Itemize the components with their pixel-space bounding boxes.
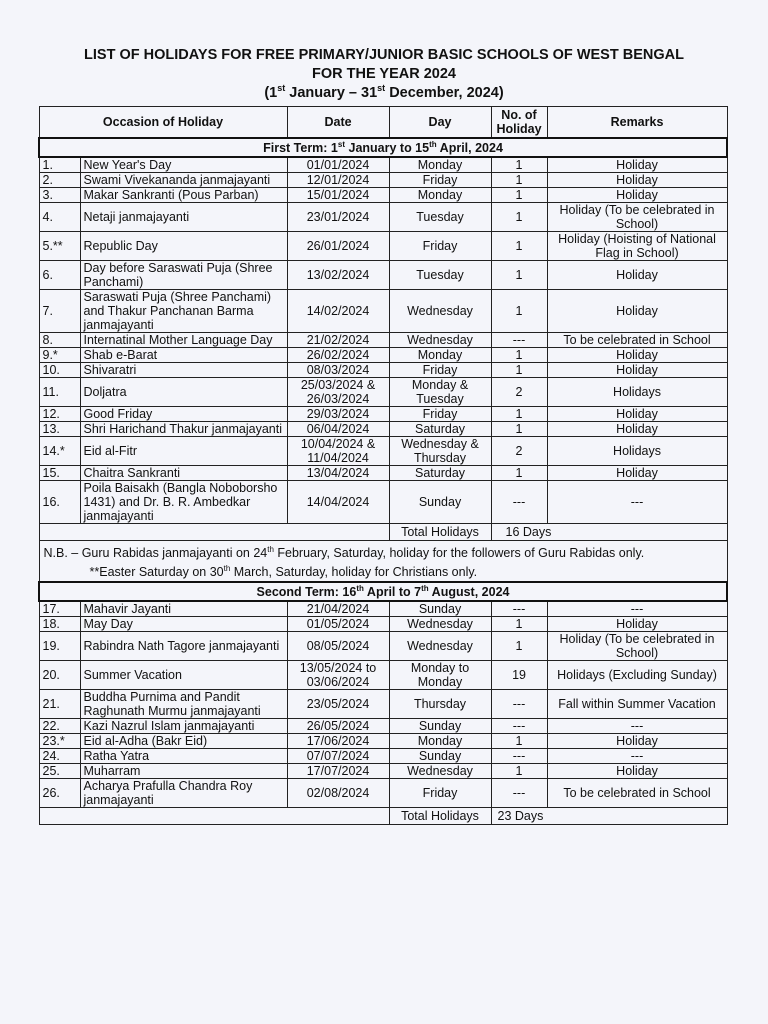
notes-row xyxy=(39,541,727,583)
holiday-row xyxy=(39,157,727,173)
document-heading xyxy=(0,46,768,103)
holiday-day: Tuesday xyxy=(389,261,491,290)
holiday-day: Wednesday xyxy=(389,764,491,779)
first-term-header: First Term: 1st January to 15th April, 2024 xyxy=(39,138,727,157)
holiday-number: 20. xyxy=(39,661,80,690)
holiday-remarks: Holiday xyxy=(547,363,727,378)
holiday-day: Saturday xyxy=(389,422,491,437)
holiday-number: 9.* xyxy=(39,348,80,363)
holiday-remarks: Holiday xyxy=(547,188,727,203)
holiday-number: 10. xyxy=(39,363,80,378)
note-line-1: N.B. – Guru Rabidas janmajayanti on 24th February, Saturday, holiday for the followers of Guru Rabidas only. xyxy=(43,545,645,561)
holiday-count: 1 xyxy=(491,764,547,779)
holiday-row xyxy=(39,290,727,333)
holiday-row xyxy=(39,466,727,481)
holiday-number: 15. xyxy=(39,466,80,481)
holiday-date: 15/01/2024 xyxy=(287,188,389,203)
holiday-remarks: Holiday xyxy=(547,348,727,363)
holiday-number: 19. xyxy=(39,632,80,661)
holiday-row xyxy=(39,661,727,690)
holiday-number: 13. xyxy=(39,422,80,437)
holiday-count: 1 xyxy=(491,734,547,749)
holiday-day: Sunday xyxy=(389,601,491,617)
first-term-total-label: Total Holidays xyxy=(389,524,491,541)
holiday-count: --- xyxy=(491,481,547,524)
holiday-date: 08/03/2024 xyxy=(287,363,389,378)
holiday-number: 24. xyxy=(39,749,80,764)
holiday-count: 1 xyxy=(491,203,547,232)
holiday-day: Wednesday xyxy=(389,290,491,333)
holiday-number: 18. xyxy=(39,617,80,632)
col-header-remarks: Remarks xyxy=(547,107,727,139)
holiday-count: 1 xyxy=(491,173,547,188)
holiday-date: 23/01/2024 xyxy=(287,203,389,232)
holiday-count: 1 xyxy=(491,422,547,437)
holiday-remarks: To be celebrated in School xyxy=(547,779,727,808)
col-header-date: Date xyxy=(287,107,389,139)
first-term-total-row xyxy=(39,524,727,541)
holiday-remarks: Holidays xyxy=(547,378,727,407)
holiday-count: 1 xyxy=(491,188,547,203)
holiday-occasion: Kazi Nazrul Islam janmajayanti xyxy=(80,719,287,734)
holiday-occasion: Mahavir Jayanti xyxy=(80,601,287,617)
holiday-occasion: Ratha Yatra xyxy=(80,749,287,764)
col-header-day: Day xyxy=(389,107,491,139)
holiday-day: Friday xyxy=(389,363,491,378)
holiday-occasion: Muharram xyxy=(80,764,287,779)
holiday-occasion: Shri Harichand Thakur janmajayanti xyxy=(80,422,287,437)
holiday-number: 23.* xyxy=(39,734,80,749)
holiday-remarks: --- xyxy=(547,719,727,734)
holiday-row xyxy=(39,437,727,466)
holiday-day: Monday to Monday xyxy=(389,661,491,690)
holiday-count: 1 xyxy=(491,290,547,333)
holiday-remarks: Holiday xyxy=(547,734,727,749)
holiday-row xyxy=(39,719,727,734)
holiday-remarks: Holidays (Excluding Sunday) xyxy=(547,661,727,690)
holiday-count: 1 xyxy=(491,632,547,661)
holiday-occasion: Doljatra xyxy=(80,378,287,407)
note-line-2: **Easter Saturday on 30th March, Saturday, holiday for Christians only. xyxy=(89,564,478,580)
holiday-count: 1 xyxy=(491,363,547,378)
heading-line-3: (1st January – 31st December, 2024) xyxy=(264,83,504,101)
holiday-row xyxy=(39,348,727,363)
holiday-occasion: Swami Vivekananda janmajayanti xyxy=(80,173,287,188)
holiday-remarks: Holiday xyxy=(547,764,727,779)
heading-line-2: FOR THE YEAR 2024 xyxy=(312,66,456,82)
holiday-date: 14/02/2024 xyxy=(287,290,389,333)
holiday-number: 7. xyxy=(39,290,80,333)
holiday-remarks: Holiday (Hoisting of National Flag in School) xyxy=(547,232,727,261)
holiday-row xyxy=(39,481,727,524)
holiday-row xyxy=(39,422,727,437)
holiday-occasion: Buddha Purnima and Pandit Raghunath Murmu janmajayanti xyxy=(80,690,287,719)
table-header-row xyxy=(39,107,727,139)
holiday-occasion: Poila Baisakh (Bangla Noboborsho 1431) and Dr. B. R. Ambedkar janmajayanti xyxy=(80,481,287,524)
holiday-remarks: Holiday xyxy=(547,290,727,333)
holiday-occasion: May Day xyxy=(80,617,287,632)
holiday-day: Monday xyxy=(389,157,491,173)
holiday-count: 1 xyxy=(491,617,547,632)
holiday-number: 4. xyxy=(39,203,80,232)
holiday-count: --- xyxy=(491,719,547,734)
holiday-count: 1 xyxy=(491,157,547,173)
holiday-number: 6. xyxy=(39,261,80,290)
holiday-row xyxy=(39,690,727,719)
holiday-day: Wednesday & Thursday xyxy=(389,437,491,466)
holiday-date: 26/05/2024 xyxy=(287,719,389,734)
holiday-date: 01/05/2024 xyxy=(287,617,389,632)
holiday-occasion: Shivaratri xyxy=(80,363,287,378)
holiday-day: Friday xyxy=(389,173,491,188)
holiday-occasion: Republic Day xyxy=(80,232,287,261)
holiday-day: Friday xyxy=(389,407,491,422)
holiday-occasion: Shab e-Barat xyxy=(80,348,287,363)
holiday-number: 22. xyxy=(39,719,80,734)
holiday-occasion: Internatinal Mother Language Day xyxy=(80,333,287,348)
holiday-table xyxy=(38,106,728,825)
holiday-occasion: Saraswati Puja (Shree Panchami) and Thakur Panchanan Barma janmajayanti xyxy=(80,290,287,333)
holiday-date: 13/04/2024 xyxy=(287,466,389,481)
holiday-remarks: Holiday xyxy=(547,157,727,173)
holiday-row xyxy=(39,617,727,632)
holiday-day: Friday xyxy=(389,779,491,808)
holiday-date: 21/02/2024 xyxy=(287,333,389,348)
holiday-day: Thursday xyxy=(389,690,491,719)
holiday-remarks: Holiday xyxy=(547,261,727,290)
holiday-count: 2 xyxy=(491,437,547,466)
holiday-row xyxy=(39,749,727,764)
holiday-number: 1. xyxy=(39,157,80,173)
holiday-day: Friday xyxy=(389,232,491,261)
holiday-date: 10/04/2024 & 11/04/2024 xyxy=(287,437,389,466)
holiday-day: Wednesday xyxy=(389,333,491,348)
holiday-row xyxy=(39,779,727,808)
holiday-day: Monday xyxy=(389,348,491,363)
holiday-date: 13/02/2024 xyxy=(287,261,389,290)
holiday-occasion: Eid al-Fitr xyxy=(80,437,287,466)
holiday-remarks: --- xyxy=(547,601,727,617)
holiday-number: 14.* xyxy=(39,437,80,466)
holiday-day: Monday xyxy=(389,188,491,203)
holiday-date: 26/02/2024 xyxy=(287,348,389,363)
holiday-occasion: Makar Sankranti (Pous Parban) xyxy=(80,188,287,203)
holiday-row xyxy=(39,407,727,422)
holiday-number: 25. xyxy=(39,764,80,779)
holiday-remarks: Holiday (To be celebrated in School) xyxy=(547,632,727,661)
holiday-occasion: Netaji janmajayanti xyxy=(80,203,287,232)
holiday-row xyxy=(39,378,727,407)
holiday-day: Sunday xyxy=(389,481,491,524)
holiday-number: 3. xyxy=(39,188,80,203)
second-term-total-value: 23 Days xyxy=(491,808,727,825)
holiday-date: 17/07/2024 xyxy=(287,764,389,779)
holiday-row xyxy=(39,261,727,290)
holiday-number: 2. xyxy=(39,173,80,188)
holiday-day: Monday xyxy=(389,734,491,749)
col-header-occasion: Occasion of Holiday xyxy=(39,107,287,139)
holiday-date: 21/04/2024 xyxy=(287,601,389,617)
holiday-day: Monday & Tuesday xyxy=(389,378,491,407)
holiday-date: 23/05/2024 xyxy=(287,690,389,719)
holiday-date: 29/03/2024 xyxy=(287,407,389,422)
holiday-remarks: Holiday xyxy=(547,407,727,422)
second-term-total-row xyxy=(39,808,727,825)
holiday-count: 1 xyxy=(491,232,547,261)
second-term-total-label: Total Holidays xyxy=(389,808,491,825)
holiday-occasion: Summer Vacation xyxy=(80,661,287,690)
holiday-date: 26/01/2024 xyxy=(287,232,389,261)
holiday-occasion: Rabindra Nath Tagore janmajayanti xyxy=(80,632,287,661)
holiday-count: 2 xyxy=(491,378,547,407)
holiday-count: --- xyxy=(491,690,547,719)
holiday-day: Sunday xyxy=(389,719,491,734)
holiday-count: 1 xyxy=(491,466,547,481)
holiday-number: 21. xyxy=(39,690,80,719)
holiday-remarks: --- xyxy=(547,749,727,764)
holiday-number: 12. xyxy=(39,407,80,422)
holiday-date: 06/04/2024 xyxy=(287,422,389,437)
holiday-number: 8. xyxy=(39,333,80,348)
holiday-remarks: Holiday xyxy=(547,617,727,632)
holiday-row xyxy=(39,188,727,203)
holiday-occasion: Good Friday xyxy=(80,407,287,422)
first-term-total-value: 16 Days xyxy=(491,524,727,541)
holiday-day: Sunday xyxy=(389,749,491,764)
holiday-date: 12/01/2024 xyxy=(287,173,389,188)
holiday-remarks: To be celebrated in School xyxy=(547,333,727,348)
holiday-count: 1 xyxy=(491,261,547,290)
second-term-header: Second Term: 16th April to 7th August, 2024 xyxy=(39,582,727,601)
holiday-date: 25/03/2024 & 26/03/2024 xyxy=(287,378,389,407)
holiday-date: 02/08/2024 xyxy=(287,779,389,808)
holiday-row xyxy=(39,173,727,188)
holiday-count: --- xyxy=(491,779,547,808)
holiday-remarks: --- xyxy=(547,481,727,524)
holiday-number: 16. xyxy=(39,481,80,524)
holiday-row xyxy=(39,632,727,661)
holiday-remarks: Holidays xyxy=(547,437,727,466)
holiday-day: Wednesday xyxy=(389,632,491,661)
holiday-occasion: Acharya Prafulla Chandra Roy janmajayanti xyxy=(80,779,287,808)
holiday-remarks: Fall within Summer Vacation xyxy=(547,690,727,719)
holiday-date: 07/07/2024 xyxy=(287,749,389,764)
holiday-count: 1 xyxy=(491,348,547,363)
holiday-date: 13/05/2024 to 03/06/2024 xyxy=(287,661,389,690)
holiday-remarks: Holiday xyxy=(547,422,727,437)
holiday-date: 08/05/2024 xyxy=(287,632,389,661)
holiday-remarks: Holiday (To be celebrated in School) xyxy=(547,203,727,232)
holiday-row xyxy=(39,333,727,348)
heading-line-1: LIST OF HOLIDAYS FOR FREE PRIMARY/JUNIOR BASIC SCHOOLS OF WEST BENGAL xyxy=(84,47,684,63)
holiday-date: 14/04/2024 xyxy=(287,481,389,524)
holiday-occasion: New Year's Day xyxy=(80,157,287,173)
holiday-count: --- xyxy=(491,601,547,617)
holiday-row xyxy=(39,764,727,779)
holiday-count: 19 xyxy=(491,661,547,690)
holiday-remarks: Holiday xyxy=(547,466,727,481)
holiday-row xyxy=(39,363,727,378)
holiday-occasion: Eid al-Adha (Bakr Eid) xyxy=(80,734,287,749)
holiday-date: 17/06/2024 xyxy=(287,734,389,749)
holiday-remarks: Holiday xyxy=(547,173,727,188)
holiday-row xyxy=(39,601,727,617)
holiday-count: 1 xyxy=(491,407,547,422)
holiday-day: Saturday xyxy=(389,466,491,481)
holiday-row xyxy=(39,734,727,749)
holiday-count: --- xyxy=(491,333,547,348)
holiday-row xyxy=(39,232,727,261)
holiday-occasion: Chaitra Sankranti xyxy=(80,466,287,481)
col-header-count: No. of Holiday xyxy=(491,107,547,139)
holiday-number: 26. xyxy=(39,779,80,808)
holiday-day: Tuesday xyxy=(389,203,491,232)
holiday-number: 11. xyxy=(39,378,80,407)
holiday-day: Wednesday xyxy=(389,617,491,632)
holiday-row xyxy=(39,203,727,232)
holiday-count: --- xyxy=(491,749,547,764)
holiday-occasion: Day before Saraswati Puja (Shree Panchami) xyxy=(80,261,287,290)
holiday-date: 01/01/2024 xyxy=(287,157,389,173)
holiday-number: 17. xyxy=(39,601,80,617)
holiday-number: 5.** xyxy=(39,232,80,261)
